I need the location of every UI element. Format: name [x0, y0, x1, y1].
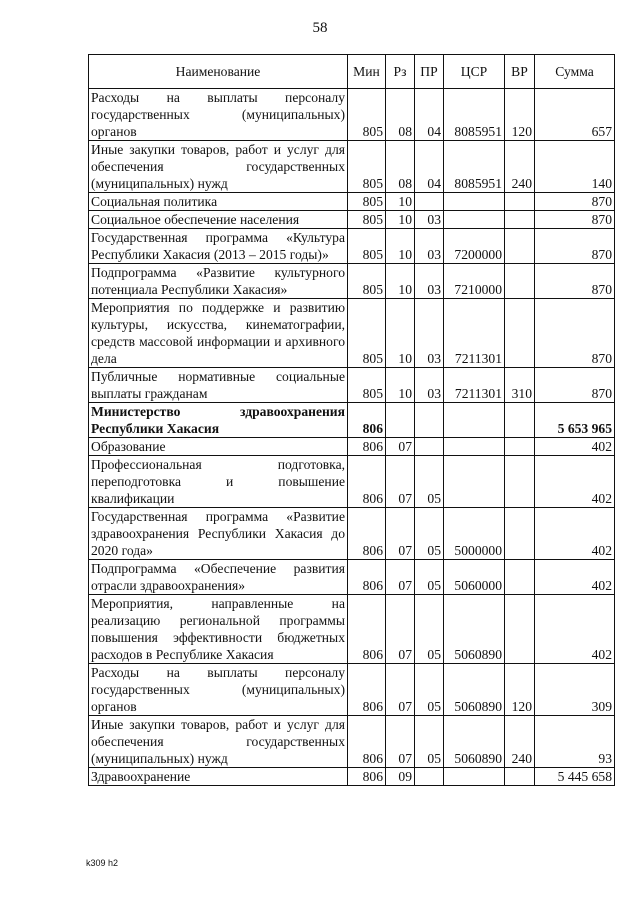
cell-min: 806 [348, 716, 386, 768]
table-row [89, 664, 615, 716]
cell-pr: 05 [415, 456, 444, 508]
table-row [89, 141, 615, 193]
table-header-row [89, 55, 615, 89]
cell-sum: 5 445 658 [535, 768, 615, 786]
table-row [89, 560, 615, 595]
cell-name: Подпрограмма «Развитие культурного потенциала Республики Хакасия» [89, 264, 348, 299]
cell-rz: 10 [386, 299, 415, 368]
table-row [89, 368, 615, 403]
cell-name: Государственная программа «Культура Республики Хакасия (2013 – 2015 годы)» [89, 229, 348, 264]
cell-pr [415, 768, 444, 786]
cell-vr [505, 403, 535, 438]
cell-csr: 7211301 [444, 299, 505, 368]
cell-name: Иные закупки товаров, работ и услуг для обеспечения государственных (муниципальных) нужд [89, 141, 348, 193]
table-row [89, 403, 615, 438]
header-name: Наименование [89, 55, 348, 89]
cell-vr [505, 595, 535, 664]
table-row [89, 508, 615, 560]
cell-min: 806 [348, 438, 386, 456]
cell-rz: 10 [386, 211, 415, 229]
cell-pr: 05 [415, 664, 444, 716]
cell-sum: 870 [535, 264, 615, 299]
table-row [89, 595, 615, 664]
cell-sum: 5 653 965 [535, 403, 615, 438]
cell-sum: 870 [535, 299, 615, 368]
table-row [89, 89, 615, 141]
cell-pr [415, 403, 444, 438]
cell-min: 806 [348, 595, 386, 664]
cell-rz: 07 [386, 716, 415, 768]
cell-pr: 05 [415, 716, 444, 768]
cell-csr: 7210000 [444, 264, 505, 299]
cell-vr [505, 193, 535, 211]
cell-vr [505, 438, 535, 456]
cell-min: 805 [348, 299, 386, 368]
cell-csr: 5060890 [444, 664, 505, 716]
table-row [89, 211, 615, 229]
cell-rz: 07 [386, 560, 415, 595]
cell-pr [415, 438, 444, 456]
cell-name: Публичные нормативные социальные выплаты гражданам [89, 368, 348, 403]
cell-csr: 7200000 [444, 229, 505, 264]
cell-min: 805 [348, 193, 386, 211]
cell-vr: 120 [505, 664, 535, 716]
cell-name: Расходы на выплаты персоналу государственных (муниципальных) органов [89, 664, 348, 716]
cell-rz: 07 [386, 508, 415, 560]
cell-rz: 10 [386, 229, 415, 264]
cell-csr: 5060000 [444, 560, 505, 595]
cell-sum: 402 [535, 456, 615, 508]
cell-pr: 04 [415, 89, 444, 141]
cell-pr: 05 [415, 560, 444, 595]
table-row [89, 456, 615, 508]
cell-sum: 140 [535, 141, 615, 193]
cell-sum: 870 [535, 368, 615, 403]
header-sum: Сумма [535, 55, 615, 89]
cell-rz: 07 [386, 664, 415, 716]
cell-csr: 7211301 [444, 368, 505, 403]
page-number: 58 [312, 20, 328, 36]
cell-pr: 03 [415, 229, 444, 264]
cell-name: Иные закупки товаров, работ и услуг для обеспечения государственных (муниципальных) нужд [89, 716, 348, 768]
cell-csr [444, 403, 505, 438]
cell-pr: 05 [415, 508, 444, 560]
cell-rz [386, 403, 415, 438]
cell-min: 806 [348, 768, 386, 786]
cell-csr [444, 456, 505, 508]
cell-sum: 657 [535, 89, 615, 141]
cell-rz: 07 [386, 456, 415, 508]
table-row [89, 264, 615, 299]
cell-sum: 402 [535, 438, 615, 456]
cell-vr: 240 [505, 141, 535, 193]
cell-vr: 120 [505, 89, 535, 141]
cell-vr [505, 560, 535, 595]
cell-rz: 07 [386, 438, 415, 456]
budget-table [88, 54, 615, 786]
table-row [89, 768, 615, 786]
cell-vr [505, 456, 535, 508]
cell-pr: 05 [415, 595, 444, 664]
cell-sum: 870 [535, 193, 615, 211]
cell-name: Мероприятия, направленные на реализацию региональной программы повышения эффективности бюджетных расходов в Республике Хакасия [89, 595, 348, 664]
cell-vr [505, 211, 535, 229]
cell-min: 805 [348, 368, 386, 403]
cell-name: Расходы на выплаты персоналу государственных (муниципальных) органов [89, 89, 348, 141]
cell-sum: 402 [535, 595, 615, 664]
cell-pr: 03 [415, 211, 444, 229]
cell-vr [505, 768, 535, 786]
cell-csr: 8085951 [444, 141, 505, 193]
cell-vr: 310 [505, 368, 535, 403]
cell-sum: 93 [535, 716, 615, 768]
cell-name: Министерство здравоохранения Республики Хакасия [89, 403, 348, 438]
header-pr: ПР [415, 55, 444, 89]
cell-rz: 08 [386, 141, 415, 193]
cell-name: Подпрограмма «Обеспечение развития отрасли здравоохранения» [89, 560, 348, 595]
cell-sum: 402 [535, 560, 615, 595]
cell-min: 806 [348, 560, 386, 595]
cell-vr [505, 508, 535, 560]
cell-min: 805 [348, 211, 386, 229]
cell-pr: 04 [415, 141, 444, 193]
cell-csr [444, 193, 505, 211]
cell-sum: 402 [535, 508, 615, 560]
cell-vr [505, 299, 535, 368]
table-row [89, 193, 615, 211]
cell-rz: 09 [386, 768, 415, 786]
footer-code: k309 h2 [86, 858, 119, 868]
cell-vr [505, 229, 535, 264]
cell-vr: 240 [505, 716, 535, 768]
header-min: Мин [348, 55, 386, 89]
cell-min: 805 [348, 264, 386, 299]
table-row [89, 299, 615, 368]
cell-name: Образование [89, 438, 348, 456]
cell-rz: 10 [386, 193, 415, 211]
cell-name: Профессиональная подготовка, переподготовка и повышение квалификации [89, 456, 348, 508]
header-vr: ВР [505, 55, 535, 89]
cell-sum: 309 [535, 664, 615, 716]
cell-csr: 8085951 [444, 89, 505, 141]
cell-rz: 10 [386, 264, 415, 299]
cell-pr: 03 [415, 368, 444, 403]
cell-min: 805 [348, 229, 386, 264]
cell-min: 806 [348, 403, 386, 438]
cell-rz: 07 [386, 595, 415, 664]
cell-csr [444, 211, 505, 229]
cell-rz: 10 [386, 368, 415, 403]
table-row [89, 229, 615, 264]
cell-csr [444, 768, 505, 786]
cell-pr: 03 [415, 264, 444, 299]
cell-min: 806 [348, 508, 386, 560]
cell-min: 805 [348, 89, 386, 141]
cell-name: Социальная политика [89, 193, 348, 211]
table-row [89, 438, 615, 456]
cell-sum: 870 [535, 211, 615, 229]
cell-pr: 03 [415, 299, 444, 368]
cell-sum: 870 [535, 229, 615, 264]
cell-name: Мероприятия по поддержке и развитию культуры, искусства, кинематографии, средств массовой информации и архивного дела [89, 299, 348, 368]
cell-min: 806 [348, 664, 386, 716]
cell-vr [505, 264, 535, 299]
header-csr: ЦСР [444, 55, 505, 89]
cell-min: 805 [348, 141, 386, 193]
cell-pr [415, 193, 444, 211]
header-rz: Рз [386, 55, 415, 89]
cell-csr: 5060890 [444, 716, 505, 768]
cell-csr: 5060890 [444, 595, 505, 664]
cell-min: 806 [348, 456, 386, 508]
cell-csr: 5000000 [444, 508, 505, 560]
cell-rz: 08 [386, 89, 415, 141]
cell-name: Государственная программа «Развитие здравоохранения Республики Хакасия до 2020 года» [89, 508, 348, 560]
cell-name: Социальное обеспечение населения [89, 211, 348, 229]
cell-csr [444, 438, 505, 456]
table-row [89, 716, 615, 768]
cell-name: Здравоохранение [89, 768, 348, 786]
